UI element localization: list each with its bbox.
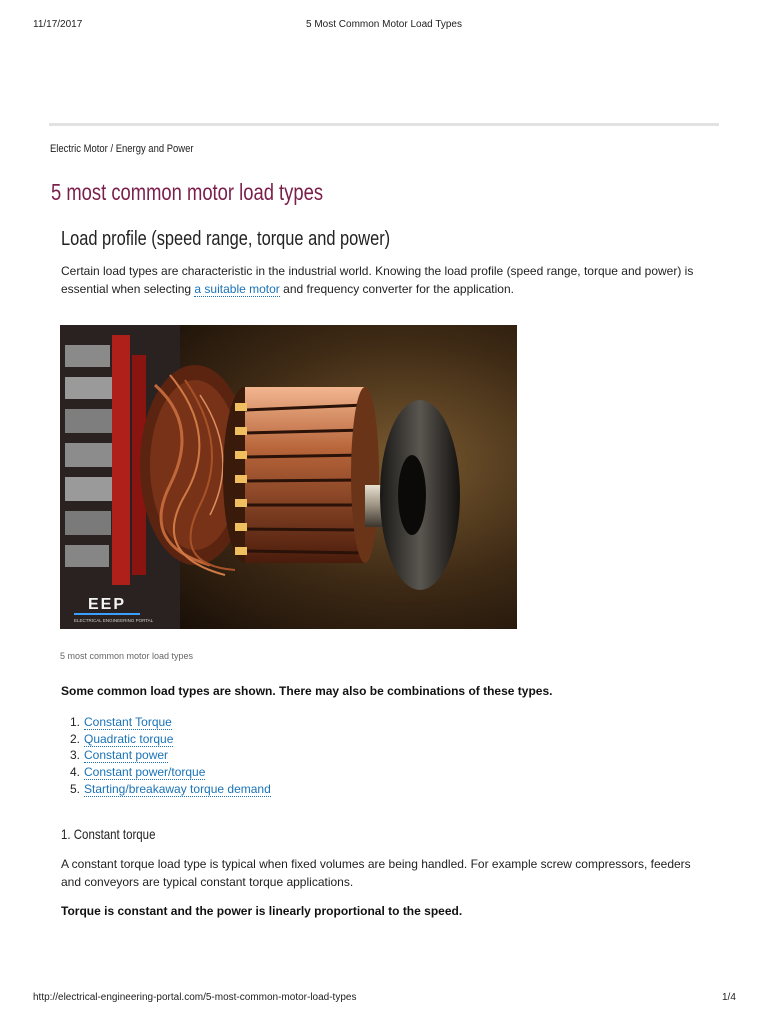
list-item <box>70 747 271 764</box>
header-divider <box>49 123 719 126</box>
list-number: 5. <box>70 781 81 796</box>
intro-text-end: and frequency converter for the application. <box>279 282 514 296</box>
breadcrumb[interactable]: Electric Motor / Energy and Power <box>50 143 194 155</box>
print-page-number: 1/4 <box>722 992 736 1003</box>
list-number: 2. <box>70 731 81 746</box>
load-type-link-quadratic-torque[interactable]: Quadratic torque <box>84 731 174 746</box>
load-type-link-constant-power-torque[interactable]: Constant power/torque <box>84 765 206 780</box>
page-title: 5 most common motor load types <box>51 179 324 205</box>
constant-torque-summary: Torque is constant and the power is linearly proportional to the speed. <box>61 904 463 918</box>
section-heading: Load profile (speed range, torque and power) <box>61 228 391 250</box>
load-type-link-constant-power[interactable]: Constant power <box>84 748 169 763</box>
suitable-motor-link[interactable]: a suitable motor <box>194 282 280 296</box>
intro-text-start: Certain load types are characteristic in the industrial world. Knowing the load profile (speed range, torque and power) is essential when selecting <box>61 264 694 296</box>
print-page-title: 5 Most Common Motor Load Types <box>306 19 462 30</box>
load-type-link-starting-breakaway[interactable]: Starting/breakaway torque demand <box>84 781 271 796</box>
image-caption: 5 most common motor load types <box>60 651 194 661</box>
lead-sentence: Some common load types are shown. There may also be combinations of these types. <box>61 684 553 698</box>
motor-rotor-image <box>60 325 517 629</box>
load-types-list <box>70 714 271 798</box>
list-item <box>70 714 271 731</box>
list-item <box>70 731 271 748</box>
intro-paragraph <box>61 262 711 298</box>
eep-logo-subtext: ELECTRICAL ENGINEERING PORTAL <box>74 618 154 623</box>
list-number: 4. <box>70 765 81 780</box>
list-item <box>70 764 271 781</box>
rotor-illustration <box>60 325 517 629</box>
list-number: 1. <box>70 715 81 729</box>
list-number: 3. <box>70 748 81 763</box>
print-footer-url: http://electrical-engineering-portal.com/5-most-common-motor-load-types <box>33 992 357 1003</box>
eep-logo-text: EEP <box>88 596 127 613</box>
list-item <box>70 781 271 798</box>
constant-torque-heading: 1. Constant torque <box>61 826 156 842</box>
print-date: 11/17/2017 <box>33 19 83 30</box>
constant-torque-paragraph: A constant torque load type is typical when fixed volumes are being handled. For example screw compressors, feeders and conveyors are typical constant torque applications. <box>61 857 691 889</box>
load-type-link-constant-torque[interactable]: Constant Torque <box>84 715 172 729</box>
